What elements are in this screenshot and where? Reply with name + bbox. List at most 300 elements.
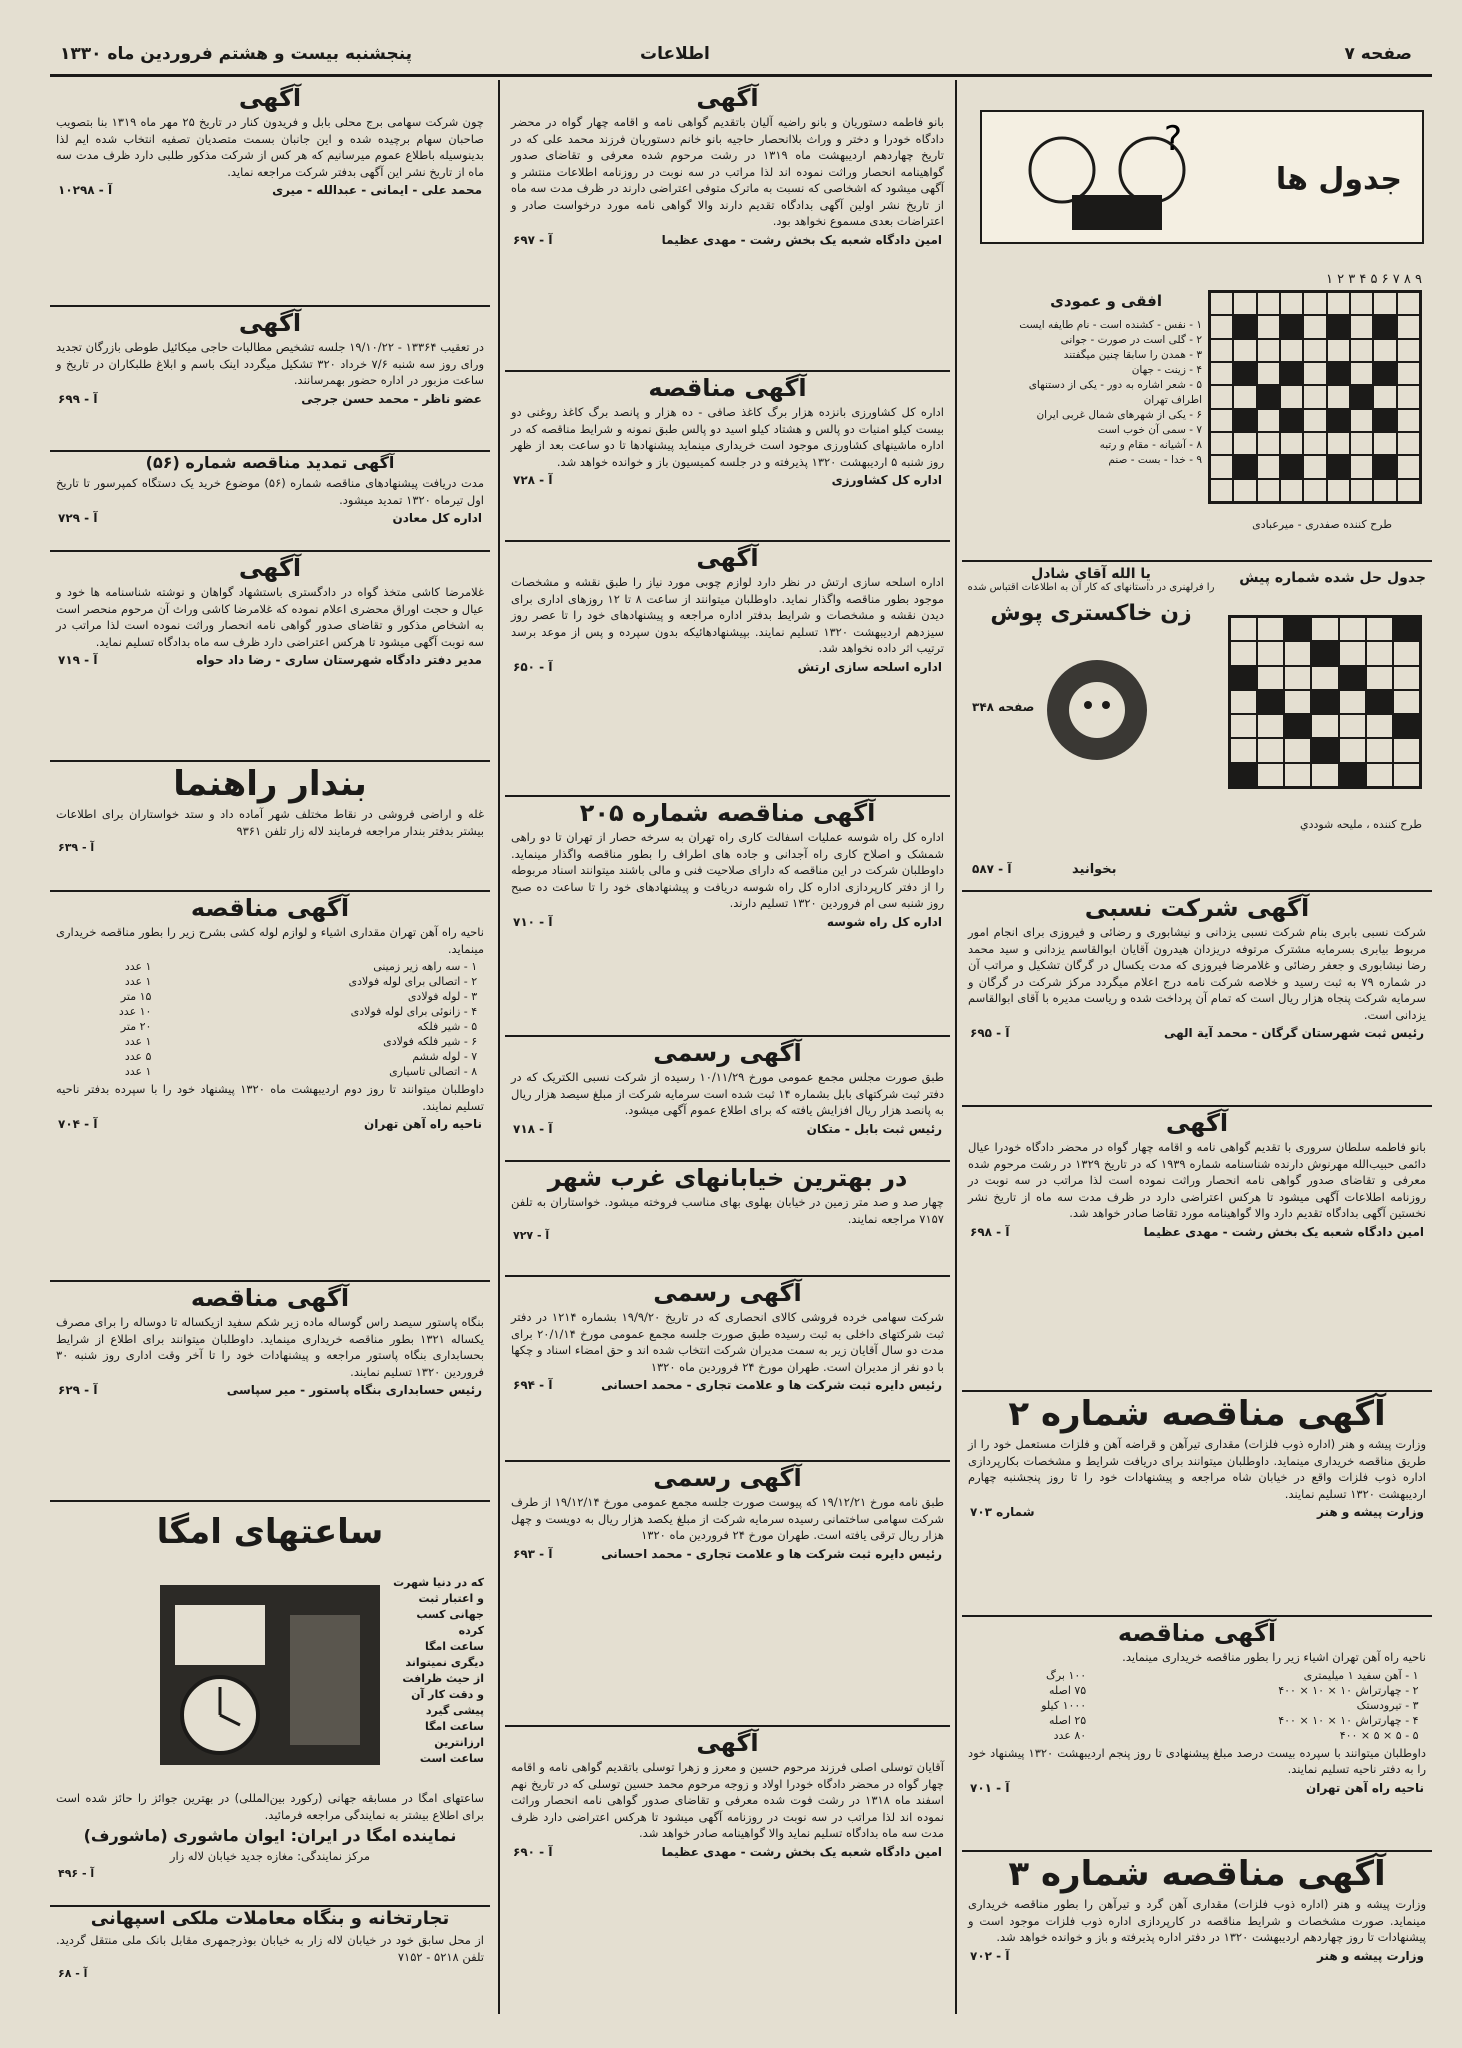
solved-cell <box>1339 738 1366 762</box>
table-row: ۷ - لوله ششم ۵ عدد <box>124 1050 478 1063</box>
ad-title: آگهی <box>1165 1109 1229 1137</box>
crossword-cell <box>1303 292 1326 315</box>
ad-tender-205 <box>505 795 950 1037</box>
crossword-cell <box>1397 362 1420 385</box>
ad-tender-extension <box>50 450 490 552</box>
ad-signature: رئیس دایره ثبت شرکت ها و علامت تجاری - محمد احسانی <box>601 1378 942 1392</box>
ad-title: آگهی رسمی <box>653 1039 802 1067</box>
ad-title: آگهی <box>238 554 302 582</box>
crossword-cell <box>1397 339 1420 362</box>
crossword-cell <box>1303 315 1326 338</box>
ad-liquidation <box>50 80 490 307</box>
crossword-cell <box>1257 385 1280 408</box>
crossword-cell <box>1397 409 1420 432</box>
solved-cell <box>1366 690 1393 714</box>
ad-body: از محل سابق خود در خیابان لاله زار به خیابان بوذرجمهری مقابل بانک ملی منتقل گردید. تلفن ۵۲۱۸ - ۷۱۵۲ <box>56 1933 484 1964</box>
crossword-cell <box>1280 385 1303 408</box>
ad-signature: محمد علی - ایمانی - عبدالله - میری <box>272 183 482 197</box>
ad-creditors <box>50 305 490 452</box>
solved-cell <box>1366 666 1393 690</box>
crossword-cell <box>1280 432 1303 455</box>
table-row: ۶ - شیر فلکه فولادی ۱ عدد <box>124 1035 478 1048</box>
clue-6: ۶ - یکی از شهرهای شمال غربی ایران <box>1036 409 1202 421</box>
clue-1: ۱ - نفس - کشنده است - نام طایفه ایست <box>1019 319 1202 331</box>
ad-code: آ - ۶۹۵ <box>970 1026 1010 1040</box>
crossword-cell <box>1257 455 1280 478</box>
solved-cell <box>1230 738 1257 762</box>
crossword-cell <box>1233 362 1256 385</box>
ad-signature: رئیس ثبت شهرستان گرگان - محمد آیة الهی <box>1163 1026 1424 1040</box>
crossword-cell <box>1280 455 1303 478</box>
ad-official-capital <box>505 1460 950 1727</box>
ad-title: آگهی مناقصه <box>1117 1619 1277 1647</box>
crossword-cell <box>1233 432 1256 455</box>
solved-cell <box>1311 617 1338 641</box>
ad-tender-plumbing <box>50 890 490 1282</box>
crossword-cell <box>1210 409 1233 432</box>
ad-body: اداره کل کشاورزی بانزده هزار برگ کاغذ صافی - ده هزار و پانصد برگ کاغذ روغنی دو بیست کیلو امنیات دو پالس و هشتاد کیلو اسید دو پالس طبق نمونه و شرایط مناقصه که در اداره ماشینهای کشاورزی موجود است خریداری مینماید پیشنهادها تا دو ساعت بعد از ظهر روز شنبه ۵ اردیبهشت ۱۳۲۰ پذیرفته و در جلسه کمیسیون باز و خوانده خواهد شد. <box>511 405 944 469</box>
ad-code: آ - ۶۲۹ <box>58 1383 98 1397</box>
table-row: ۸ - اتصالی تاسیاری ۱ عدد <box>124 1065 478 1078</box>
solved-cell <box>1284 738 1311 762</box>
crossword-cell <box>1233 455 1256 478</box>
ad-signature: اداره کل معادن <box>392 511 482 525</box>
crossword-cell <box>1233 409 1256 432</box>
ad-signature: وزارت پیشه و هنر <box>1316 1505 1424 1519</box>
table-row: ۱ - آهن سفید ۱ میلیمتری ۱۰۰ برگ <box>1046 1668 1419 1682</box>
solved-cell <box>1257 714 1284 738</box>
ad-signature: رئیس دایره ثبت شرکت ها و علامت تجاری - محمد احسانی <box>601 1546 942 1561</box>
omega-slogan: که در دنیا شهرت و اعتبار ثبت جهانی کسب کرده ساعت امگا دیگری نمیتواند از حیث ظرافت و دقت کار آن پیشی گیرد ساعت امگا ارزانترین ساعت است <box>393 1576 484 1765</box>
crossword-cell <box>1373 339 1396 362</box>
crossword-cell <box>1350 339 1373 362</box>
solved-cell <box>1339 763 1366 787</box>
solved-cell <box>1284 641 1311 665</box>
ad-title: آگهی <box>238 84 302 112</box>
watch-illustration <box>150 1575 390 1775</box>
solved-cell <box>1393 617 1420 641</box>
page-number: صفحه ۷ <box>1344 44 1412 64</box>
crossword-cell <box>1257 432 1280 455</box>
solved-cell <box>1284 666 1311 690</box>
solved-cell <box>1257 763 1284 787</box>
ad-code: آ - ۴۹۶ <box>58 1866 95 1880</box>
column-rule <box>498 80 500 2014</box>
ad-signature: امین دادگاه شعبه یک بخش رشت - مهدی عظیما <box>661 1844 942 1859</box>
crossword-cell <box>1397 315 1420 338</box>
crossword-cell <box>1257 339 1280 362</box>
ad-land-sale <box>505 1160 950 1277</box>
crossword-cell <box>1233 292 1256 315</box>
ad-tender-3 <box>962 1850 1432 2014</box>
crossword-cell <box>1327 315 1350 338</box>
ad-code: آ - ۶۹۳ <box>513 1546 553 1561</box>
solved-cell <box>1339 714 1366 738</box>
ad-body: در تعقیب ۱۳۳۶۴ - ۱۹/۱۰/۲۲ جلسه تشخیص مطالبات حاجی میکائیل طوطی بازرگان تجدید ورای روز سه شنبه ۷/۶ خرداد ۳۲۰ تشکیل میگردد اینک باسم و ابلاغ طلبکاران در تاریخ و ساعت مزبور در اداره حضور بهمرسانند. <box>56 340 484 387</box>
ad-code: آ - ۷۱۹ <box>58 653 98 667</box>
ad-signature: اداره کل راه شوسه <box>826 914 942 929</box>
issue-date: پنجشنبه بیست و هشتم فروردین ماه ۱۳۳۰ <box>60 44 413 64</box>
ad-code: آ - ۶۸ <box>58 1967 88 1980</box>
crossword-cell <box>1210 362 1233 385</box>
ad-tender-2 <box>962 1390 1432 1617</box>
ad-code: آ - ۷۰۴ <box>58 1117 98 1131</box>
left-column <box>50 80 490 2014</box>
ad-title: آگهی شرکت نسبی <box>1084 894 1310 922</box>
ad-official-company <box>505 1275 950 1462</box>
crossword-cell <box>1280 315 1303 338</box>
crossword-cell <box>1303 362 1326 385</box>
crossword-cell <box>1280 292 1303 315</box>
ad-body: شرکت سهامی خرده فروشی کالای انحصاری که در تاریخ ۱۹/۹/۲۰ بشماره ۱۲۱۴ در دفتر ثبت شرکتهای داخلی به ثبت رسیده طبق صورت جلسه مجمع عمومی مورخ ۲۰/۱/۱۴ برای مدت دو سال آقایان زیر به سمت مدیران شرکت انتخاب شده اند و حق امضاء اسناد و چکها با دو نفر از مدیران است. طهران مورخ ۲۴ فروردین ماه ۱۳۲۰ <box>511 1310 945 1374</box>
table-row: ۴ - چهارتراش ۱۰ × ۱۰ × ۴۰۰ ۲۵ اصله <box>1048 1713 1419 1727</box>
clue-2: ۲ - گلی است در صورت - جوانی <box>1060 334 1202 346</box>
novel-sub: را فرلهنری در داستانهای که کار آن به اطلاعات اقتباس شده <box>967 582 1215 593</box>
ad-title: آگهی <box>696 544 759 572</box>
solved-cell <box>1311 666 1338 690</box>
ad-inheritance-right <box>962 1105 1432 1392</box>
right-column <box>962 80 1432 2014</box>
solved-cell <box>1311 641 1338 665</box>
solved-cell <box>1366 763 1393 787</box>
crossword-cell <box>1303 432 1326 455</box>
ad-body: چون شرکت سهامی برج محلی بابل و فریدون کنار در تاریخ ۲۵ مهر ماه ۱۳۱۹ بنا بتصویب صاحبان سهام برچیده شده و این جانبان بسمت متصدیان تصفیه انتخاب شده ایم لذا بدینوسیله باطلاع عموم میرسانیم که هر کس از شرکت مذکور طلبی دارد ظرف مدت سه ماه از تاریخ نشر این آگهی بدفتر شرکت مراجعه نماید. <box>56 115 484 179</box>
crossword-cell <box>1327 479 1350 502</box>
crossword-cell <box>1210 432 1233 455</box>
solved-cell <box>1393 738 1420 762</box>
solved-grid <box>1228 615 1422 789</box>
solved-and-novel-box <box>962 560 1432 892</box>
crossword-cell <box>1210 479 1233 502</box>
crossword-cell <box>1350 432 1373 455</box>
ad-title: بندار راهنما <box>173 764 367 804</box>
ad-signature: اداره کل کشاورزی <box>831 473 942 487</box>
ad-signature: اداره اسلحه سازی ارتش <box>797 659 942 674</box>
ad-code: آ - ۶۹۴ <box>513 1378 553 1392</box>
middle-column <box>505 80 950 2014</box>
crossword-grid <box>1208 290 1422 504</box>
crossword-cell <box>1280 409 1303 432</box>
solved-cell <box>1393 714 1420 738</box>
medallion-illustration <box>1042 655 1152 765</box>
puzzle-title: جدول ها <box>1275 162 1402 197</box>
crossword-cell <box>1210 339 1233 362</box>
page-header <box>50 30 1432 77</box>
crossword-cell <box>1373 362 1396 385</box>
crossword-cell <box>1373 432 1396 455</box>
crossword-cell <box>1327 362 1350 385</box>
ad-code: آ - ۷۲۹ <box>58 511 98 525</box>
svg-text:?: ? <box>1163 120 1182 159</box>
solved-cell <box>1366 714 1393 738</box>
ad-code: آ - ۷۲۷ <box>513 1229 550 1242</box>
ad-title: آگهی <box>696 1729 759 1757</box>
solved-cell <box>1311 763 1338 787</box>
solved-cell <box>1257 641 1284 665</box>
ad-body: طبق صورت مجلس مجمع عمومی مورخ ۱۰/۱۱/۲۹ رسیده از شرکت نسبی الکتریک که در دفتر ثبت شرکتهای بابل بشماره ۱۴ ثبت شده است سرمایه شرکت از مبلغ سیصد هزار ریال به پانصد هزار ریال افزایش یافته که برای اطلاع عموم آگهی میشود. <box>511 1070 944 1117</box>
ad-agriculture-tender <box>505 370 950 542</box>
solved-cell <box>1339 666 1366 690</box>
ad-body: داوطلبان میتوانند با سپرده بیست درصد مبلغ پیشنهادی تا روز پنجم اردیبهشت ۱۳۲۰ پیشنهاد خود را به دفتر ناحیه تسلیم نمایند. <box>968 1745 1426 1776</box>
solved-cell <box>1366 617 1393 641</box>
ad-body: بانو فاطمه سلطان سروری با تقدیم گواهی نامه و اقامه چهار گواه در محضر دادگاه خودرا عیال دائمی حبیب‌الله مهرنوش دارنده شناسنامه شماره ۱۹۳۹ که در تاریخ ۱۳۲۹ در رشت مرحوم شده معرفی و تقاضای صدور گواهی نامه انحصار وراثت نموده است لذا مراتب در سه نوبت در روزنامه اطلاعات آگهی میشود تا هرکس اعتراضی دارد در ظرف مدت سه ماه از تاریخ نشر نخستین آگهی بدادگاه تقدیم دارد والا گواهینامه مورد تقاضا صادر خواهد شد. <box>968 1140 1426 1220</box>
table-row: ۵ - شیر فلکه ۲۰ متر <box>120 1020 478 1033</box>
solved-cell <box>1230 690 1257 714</box>
clue-8: ۸ - آشیانه - مقام و رتبه <box>1099 439 1202 451</box>
novel-ad <box>966 566 1216 626</box>
ad-code: آ - ۷۲۸ <box>513 473 553 487</box>
solved-cell <box>1230 714 1257 738</box>
solved-cell <box>1284 690 1311 714</box>
table-row: ۲ - اتصالی برای لوله فولادی ۱ عدد <box>124 975 478 988</box>
solved-cell <box>1230 666 1257 690</box>
crossword-cell <box>1397 479 1420 502</box>
crossword-cell <box>1280 362 1303 385</box>
solved-cell <box>1311 738 1338 762</box>
crossword-cell <box>1257 362 1280 385</box>
ad-signature: ناحیه راه آهن تهران <box>364 1117 482 1131</box>
ad-intro: ناحیه راه آهن تهران مقداری اشیاء و لوازم لوله کشی بشرح زیر را بطور مناقصه خریداری مینماید. <box>56 925 484 956</box>
crossword-cell <box>1210 315 1233 338</box>
ad-code: آ - ۶۵۰ <box>513 659 553 674</box>
ad-title: آگهی رسمی <box>653 1464 802 1492</box>
ad-signature: امین دادگاه شعبه یک بخش رشت - مهدی عظیما <box>661 232 942 247</box>
puzzle-banner <box>980 110 1424 244</box>
crossword-cell <box>1303 385 1326 408</box>
ad-body: غله و اراضی فروشی در نقاط مختلف شهر آماده داد و ستد خواستاران برای اطلاعات بیشتر بدفتر بندار مراجعه فرمایند لاله زار تلفن ۹۳۶۱ <box>56 807 484 838</box>
crossword-cell <box>1350 479 1373 502</box>
table-row: ۲ - چهارتراش ۱۰ × ۱۰ × ۴۰۰ ۷۵ اصله <box>1048 1683 1419 1697</box>
crossword-cell <box>1327 292 1350 315</box>
solved-cell <box>1230 641 1257 665</box>
ad-partnership <box>962 890 1432 1107</box>
ad-signature: عضو ناظر - محمد حسن جرجی <box>301 391 482 406</box>
ad-body: شرکت نسبی بابری بنام شرکت نسبی یزدانی و نیشابوری و رضائی و فیروزی برای انجام امور مربوط بیابری بسرمایه مشترک مرتوفه دریزدان هیدرون آقایان ابوالقاسم یزدانی و سید محمد رضا نیشابوری و جعفر رضائی و غلامرضا فیروزی که مدت یکسال در گرگان تشکیل و مراتب آن در شماره ۷۹ به ثبت رسید و خلاصه شرکت نامه درج اعلام میگردد مرکز شرکت در گرگان و سرمایه شرکت پنجاه هزار ریال است که تمام آن پرداخت شده و ریاست مدیره با آقای ابوالقاسم یزدانی است. <box>968 925 1427 1022</box>
ad-code: آ - ۷۱۸ <box>513 1121 553 1136</box>
ad-body: غلامرضا کاشی متخذ گواه در دادگستری باستشهاد گواهان و نوشته شناسنامه ها خود و عیال و حجت اوراق محضری اعلام نموده که غلامرضا کاشی وراث آن مرحوم منحصر است به اشخاص مذکور و تقاضای صدور گواهی نامه انحصار وراثت نموده است لذا مراتب در سه نوبت آگهی میشود تا هرکس اعتراضی دارد ظرف سه ماه بدادگاه تسلیم نماید. <box>56 585 484 649</box>
crossword-cell <box>1350 362 1373 385</box>
crossword-cell <box>1257 479 1280 502</box>
solved-cell <box>1257 690 1284 714</box>
items-table <box>59 959 481 1079</box>
solved-cell <box>1311 714 1338 738</box>
ad-signature: رئیس ثبت بابل - متکان <box>806 1121 942 1136</box>
crossword-cell <box>1233 385 1256 408</box>
novel-read: بخوانید <box>1072 862 1117 877</box>
crossword-cell <box>1350 409 1373 432</box>
ad-signature: مدیر دفتر دادگاه شهرستان ساری - رضا داد حواه <box>196 653 482 667</box>
crossword-cell <box>1373 479 1396 502</box>
crossword-cell <box>1257 315 1280 338</box>
crossword-cell <box>1327 432 1350 455</box>
crossword-cell <box>1350 292 1373 315</box>
crossword-cell <box>1397 455 1420 478</box>
ad-code: آ - ۶۳۹ <box>58 841 95 854</box>
solved-cell <box>1366 641 1393 665</box>
ad-bondar <box>50 760 490 892</box>
crossword-cell <box>1397 292 1420 315</box>
solved-title: جدول حل شده شماره پیش <box>1239 570 1426 586</box>
ad-title: آگهی مناقصه شماره ۲ <box>1008 1394 1386 1434</box>
ad-signature: امین دادگاه شعبه یک بخش رشت - مهدی عظیما <box>1143 1224 1424 1239</box>
ad-code: آ - ۶۹۰ <box>513 1844 553 1859</box>
ad-code: آ - ۶۹۸ <box>970 1224 1010 1239</box>
crossword-cell <box>1373 315 1396 338</box>
ad-code: آ - ۶۹۷ <box>513 232 553 247</box>
ad-code: آ - ۷۰۲ <box>970 1948 1010 1963</box>
crossword-cell <box>1350 455 1373 478</box>
novel-top: یا الله آقای شادل <box>1031 566 1151 582</box>
table-row: ۳ - لوله فولادی ۱۵ متر <box>120 990 478 1003</box>
puzzle-column-numbers: ۹ ۸ ۷ ۶ ۵ ۴ ۳ ۲ ۱ <box>1326 272 1422 287</box>
crossword-cell <box>1233 479 1256 502</box>
novel-page: صفحه ۳۴۸ <box>972 700 1035 714</box>
ad-title: آگهی رسمی <box>653 1279 802 1307</box>
ad-title: آگهی مناقصه شماره ۲۰۵ <box>579 799 876 827</box>
solved-cell <box>1393 763 1420 787</box>
ad-intro: ناحیه راه آهن تهران اشیاء زیر را بطور مناقصه خریداری مینماید. <box>1122 1650 1426 1664</box>
ad-official-babol <box>505 1035 950 1162</box>
crossword-cell <box>1350 315 1373 338</box>
solved-cell <box>1339 641 1366 665</box>
ad-signature: ناحیه راه آهن تهران <box>1306 1780 1424 1795</box>
solved-cell <box>1393 666 1420 690</box>
ad-title: آگهی مناقصه شماره ۳ <box>1008 1854 1386 1894</box>
ad-title: آگهی مناقصه <box>190 1284 350 1312</box>
newspaper-name: اطلاعات <box>640 44 710 64</box>
ad-code: آ - ۷۰۱ <box>970 1780 1010 1795</box>
puzzle-credit: طرح کننده صفدری - میرعبادی <box>1252 518 1392 531</box>
ad-title: آگهی <box>696 84 759 112</box>
table-row: ۳ - تیرودستک ۱۰۰۰ کیلو <box>1041 1698 1419 1712</box>
ad-title: آگهی مناقصه <box>190 894 350 922</box>
solved-cell <box>1230 617 1257 641</box>
solved-cell <box>1284 617 1311 641</box>
solved-cell <box>1257 666 1284 690</box>
clue-4: ۴ - زینت - جهان <box>1131 364 1202 376</box>
solved-cell <box>1257 617 1284 641</box>
crossword-cell <box>1397 432 1420 455</box>
table-row: ۵ - ۵ × ۵ × ۴۰۰ ۸۰ عدد <box>1053 1728 1419 1742</box>
solved-cell <box>1393 690 1420 714</box>
puzzle-illustration <box>1002 120 1222 235</box>
solved-cell <box>1339 690 1366 714</box>
ad-inheritance-middle <box>505 80 950 372</box>
crossword-cell <box>1303 339 1326 362</box>
crossword-cell <box>1303 455 1326 478</box>
clue-7: ۷ - سمی آن خوب است <box>1097 424 1202 436</box>
puzzle-clues <box>1002 318 1202 468</box>
clue-9: ۹ - خدا - بست - صنم <box>1108 454 1202 466</box>
ad-title: آگهی <box>238 309 302 337</box>
novel-code: آ - ۵۸۷ <box>972 862 1012 876</box>
items-table <box>971 1668 1422 1743</box>
solved-credit: طرح کننده ، مليحه شوددي <box>1299 818 1422 831</box>
crossword-cell <box>1327 455 1350 478</box>
solved-cell <box>1366 738 1393 762</box>
crossword-cell <box>1233 315 1256 338</box>
clue-5: ۵ - شعر اشاره به دور - یکی از دستنهای اطراف تهران <box>1028 379 1202 406</box>
solved-cell <box>1284 714 1311 738</box>
clue-3: ۳ - همدن را سابقا چنین میگفتند <box>1063 349 1202 361</box>
ad-title: تجارتخانه و بنگاه معاملات ملکی اسپهانی <box>90 1908 450 1929</box>
crossword-cell <box>1280 479 1303 502</box>
ad-inheritance-tavassoli <box>505 1725 950 2014</box>
crossword-cell <box>1303 409 1326 432</box>
crossword-cell <box>1303 479 1326 502</box>
puzzle-heading: افقی و عمودی <box>1050 292 1162 310</box>
solved-cell <box>1257 738 1284 762</box>
ad-body: وزارت پیشه و هنر (اداره ذوب فلزات) مقداری تیرآهن و قراضه آهن و فلزات مستعمل خود را از طریق مناقصه خریداری مینماید. داوطلبان میتوانند برای دریافت شرایط و مشخصات بکارپردازی اداره ذوب فلزات واقع در خیابان شاه مراجعه و پیشنهادات خود را تا روز پنجشنبه چهارم اردیبهشت ۱۳۲۰ تسلیم نمایند. <box>968 1437 1426 1501</box>
crossword-cell <box>1350 385 1373 408</box>
crossword-cell <box>1327 385 1350 408</box>
crossword-cell <box>1373 409 1396 432</box>
omega-agent: نماینده امگا در ایران: ایوان ماشوری (ماشورف) <box>83 1826 457 1845</box>
crossword-cell <box>1210 292 1233 315</box>
solved-cell <box>1339 617 1366 641</box>
ad-title: در بهترین خیابانهای غرب شهر <box>547 1164 908 1192</box>
omega-center: مرکز نمایندگی: مغازه جدید خیابان لاله زار <box>169 1849 371 1863</box>
table-row: ۴ - زانوئی برای لوله فولادی ۱۰ عدد <box>118 1005 478 1018</box>
ad-inheritance-sari <box>50 550 490 762</box>
crossword-cell <box>1280 339 1303 362</box>
ad-body: اداره اسلحه سازی ارتش در نظر دارد لوازم چوبی مورد نیاز را طبق نقشه و مشخصات موجود بطور مناقصه واگذار نماید. داوطلبان میتوانند از ساعت ۸ تا ۱۲ روزهای اداری برای دیدن نقشه و مشخصات و شرایط بدفتر اداره مراجعه و پیشنهادهای خود را تا عصر روز سیزدهم اردیبهشت ۱۳۲۰ تسلیم نمایند. بپیشنهادهائیکه بدون سپرده و پس از موعد برسد ترتیب اثر داده نخواهد شد. <box>511 575 944 655</box>
solved-cell <box>1284 763 1311 787</box>
ad-signature: وزارت پیشه و هنر <box>1316 1948 1424 1963</box>
crossword-cell <box>1373 385 1396 408</box>
ad-isfahani-agency <box>50 1905 490 2014</box>
ad-title: آگهی تمدید مناقصه شماره (۵۶) <box>145 453 395 472</box>
ad-signature: رئیس حسابداری بنگاه پاستور - میر سپاسی <box>226 1383 482 1397</box>
column-rule <box>955 80 957 2014</box>
ad-body: آقایان توسلی اصلی فرزند مرحوم حسین و معرز و زهرا توسلی باتقدیم گواهی نامه و اقامه چهار گواه در محضر دادگاه خودرا اولاد و زوجه مرحوم محمد حسین توسلی که در تاریخ نهم اسفند ماه ۱۳۱۸ در رشت فوت شده معرفی و تقاضای صدور گواهی نامه انحصار وراثت نموده اند لذا مراتب در سه نوبت در روزنامه آگهی میشود تا هرکس اعتراضی دارد ظرف مدت سه ماه بدادگاه تسلیم نماید والا گواهینامه صادر خواهد شد. <box>511 1760 945 1840</box>
crossword-cell <box>1233 339 1256 362</box>
ad-code: آ - ۱۰۲۹۸ <box>58 183 113 197</box>
ad-code: آ - ۷۱۰ <box>513 914 553 929</box>
ad-arsenal <box>505 540 950 797</box>
crossword-cell <box>1327 339 1350 362</box>
ad-body: اداره کل راه شوسه عملیات اسفالت کاری راه تهران به سرخه حصار از تهران تا دو راهی شمشک و اصلاح کاری راه آجدانی و جاده های اطراف را بطور مناقصه واگذار مینماید. داوطلبان شرکت در این مناقصه که دارای صلاحیت فنی و مالی باشند میتوانند اسناد مربوطه را از دفتر کارپردازی اداره کل راه شوسه دریافت و پیشنهادهای خود را تا ساعت ده صبح روز شنبه سی ام فروردین ۱۳۲۰ تسلیم دارند. <box>511 830 944 910</box>
table-row: ۱ - سه راهه زیر زمینی ۱ عدد <box>124 960 478 973</box>
crossword-cell <box>1210 455 1233 478</box>
solved-cell <box>1230 763 1257 787</box>
ad-code: شماره ۷۰۳ <box>970 1505 1035 1519</box>
solved-cell <box>1393 641 1420 665</box>
crossword-cell <box>1257 409 1280 432</box>
ad-tender-rail <box>962 1615 1432 1852</box>
crossword-cell <box>1373 292 1396 315</box>
solved-cell <box>1311 690 1338 714</box>
ad-title: آگهی مناقصه <box>648 374 807 402</box>
ad-body: چهار صد و صد متر زمین در خیابان بهلوی بهای مناسب فروخته میشود. خواستاران به تلفن ۷۱۵۷ مراجعه نمایند. <box>511 1195 944 1226</box>
crossword-cell <box>1210 385 1233 408</box>
crossword-cell <box>1397 385 1420 408</box>
crossword-cell <box>1373 455 1396 478</box>
ad-body: مدت دریافت پیشنهادهای مناقصه شماره (۵۶) موضوع خرید یک دستگاه کمپرسور تا تاریخ اول تیرماه ۱۳۲۰ تمدید میشود. <box>56 476 484 507</box>
ad-body: ساعتهای امگا در مسابقه جهانی (رکورد بین‌المللی) در بهترین جوائز را حائز شده است برای اطلاع بیشتر به نمایندگی مراجعه فرمائید. <box>56 1791 484 1822</box>
ad-pasteur-tender <box>50 1280 490 1502</box>
ad-code: آ - ۶۹۹ <box>58 391 98 406</box>
crossword-cell <box>1327 409 1350 432</box>
ad-body: بانو فاطمه دستوریان و بانو راضیه آلیان باتقدیم گواهی نامه و اقامه چهار گواه در محضر دادگاه خودرا و دختر و وراث بلاانحصار حاجیه بانو خانم دستوریان فرزند محمد علی که در تاریخ چهاردهم اردیبهشت ماه ۱۳۱۹ در رشت مرحوم شده معرفی و تقاضای صدور گواهینامه انحصار وراثت نموده اند لذا مراتب در سه نوبت در روزنامه اطلاعات منتشر و آگهی میشود که اشخاصی که نسبت به ماترک متوفی اعتراضی دارند در ظرف مدت سه ماه از تاریخ نشر اولین آگهی بدادگاه تقدیم دارند والا گواهی نامه مورد درخواست صادر و اعتراضات بعدی مسموع نخواهد بود. <box>511 115 944 228</box>
ad-body: بنگاه پاستور سیصد راس گوساله ماده زیر شکم سفید ازیکساله تا دوساله را برای مصرف یکساله ۱۳۲۱ بطور مناقصه خریداری مینماید. داوطلبان میتوانند برای اطلاع از شرایط بحسابداری بنگاه پاستور مراجعه و پیشنهادات خود را تا آخر وقت اداری روز شنبه ۳۰ فروردین ۱۳۲۰ تسلیم نمایند. <box>56 1315 485 1379</box>
novel-title: زن خاکستری پوش <box>990 601 1192 626</box>
ad-body: طبق نامه مورخ ۱۹/۱۲/۲۱ که پیوست صورت جلسه مجمع عمومی مورخ ۱۹/۱۲/۱۴ از طرف شرکت سهامی ساختمانی رسیده سرمایه شرکت از مبلغ یکصد هزار ریال به دویست و چهل هزار ریال ترقی یافته است. طهران مورخ ۲۴ فروردین ماه ۱۳۲۰ <box>511 1495 944 1542</box>
ad-omega-watches <box>50 1500 490 1907</box>
ad-body: داوطلبان میتوانند تا روز دوم اردیبهشت ماه ۱۳۲۰ پیشنهاد خود را با سپرده بدفتر ناحیه تسلیم نمایند. <box>56 1082 484 1113</box>
crossword-box <box>962 80 1432 562</box>
ad-body: وزارت پیشه و هنر (اداره ذوب فلزات) مقداری آهن گرد و تیرآهن را بطور مناقصه خریداری مینماید. صورت مشخصات و شرایط مناقصه در کارپردازی اداره ذوب فلزات موجود است و پیشنهادات تا روز چهاردهم اردیبهشت ۱۳۲۰ در دفتر اداره پذیرفته و باز و خوانده خواهد شد. <box>968 1897 1426 1944</box>
